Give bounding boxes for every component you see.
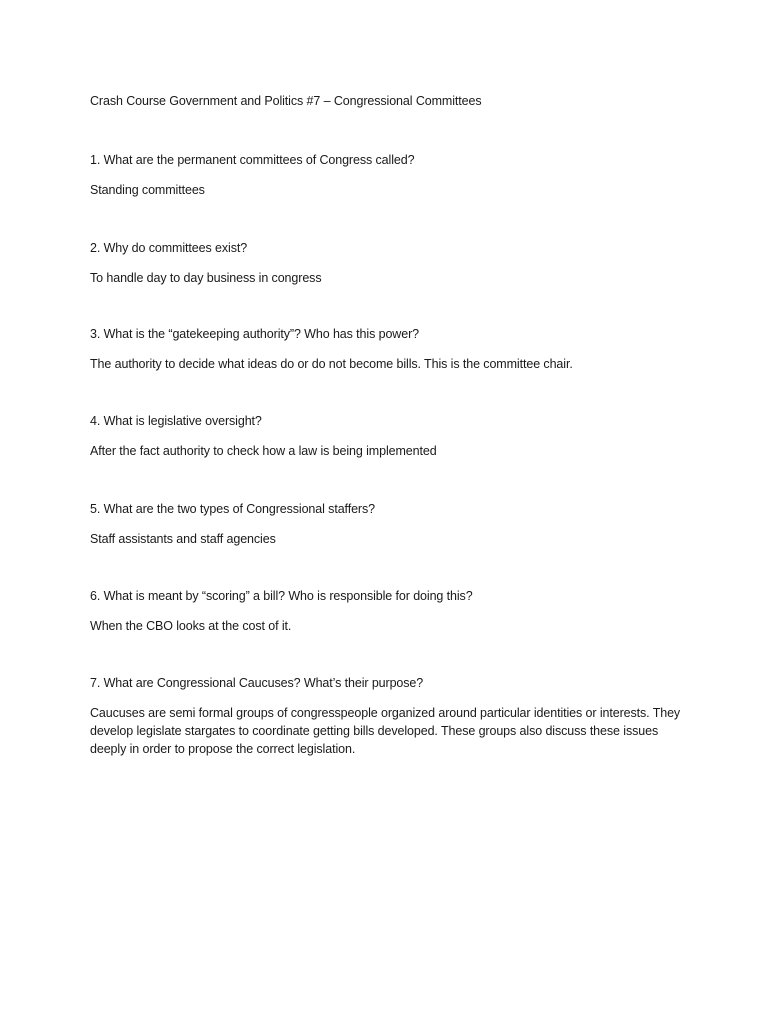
qa-item-2 (90, 240, 690, 287)
question-2: 2. Why do committees exist? (90, 241, 248, 255)
question-6: 6. What is meant by “scoring” a bill? Who is responsible for doing this? (90, 589, 473, 603)
question-3: 3. What is the “gatekeeping authority”? Who has this power? (90, 327, 420, 341)
qa-item-3 (90, 326, 690, 373)
question-7: 7. What are Congressional Caucuses? What’s their purpose? (90, 676, 424, 690)
qa-item-1 (90, 152, 690, 199)
answer-3: The authority to decide what ideas do or do not become bills. This is the committee chair. (90, 357, 573, 371)
answer-2: To handle day to day business in congress (90, 271, 322, 285)
document-title: Crash Course Government and Politics #7 – Congressional Committees (90, 94, 482, 108)
qa-item-7 (90, 675, 690, 758)
answer-5: Staff assistants and staff agencies (90, 532, 276, 546)
question-4: 4. What is legislative oversight? (90, 414, 262, 428)
answer-4: After the fact authority to check how a law is being implemented (90, 444, 437, 458)
answer-1: Standing committees (90, 183, 205, 197)
question-5: 5. What are the two types of Congressional staffers? (90, 502, 375, 516)
answer-7: Caucuses are semi formal groups of congresspeople organized around particular identities or interests. They develop legislate stargates to coordinate getting bills developed. These groups also discuss these issues deeply in order to propose the correct legislation. (90, 706, 681, 756)
qa-item-4 (90, 413, 690, 460)
question-1: 1. What are the permanent committees of Congress called? (90, 153, 415, 167)
answer-6: When the CBO looks at the cost of it. (90, 619, 292, 633)
qa-item-6 (90, 588, 690, 635)
qa-item-5 (90, 501, 690, 548)
